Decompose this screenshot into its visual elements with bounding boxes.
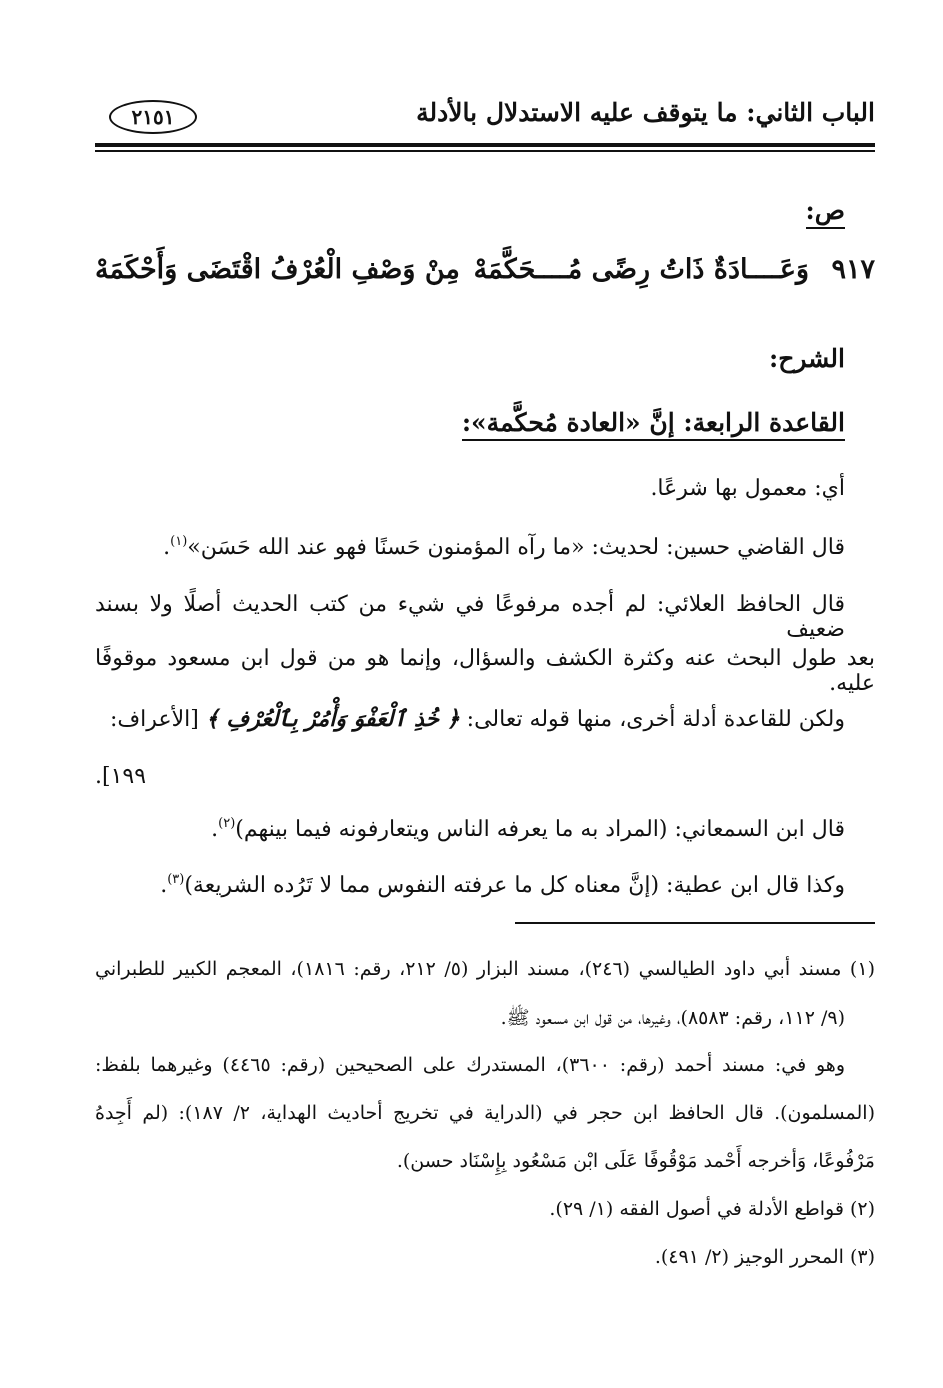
footnote-ref-2: (٢) xyxy=(218,816,236,831)
body-line-1: أي: معمول بها شرعًا. xyxy=(650,476,845,501)
rule-heading: القاعدة الرابعة: إنَّ «العادة مُحكَّمة»: xyxy=(462,408,845,437)
footnote-ref-3: (٣) xyxy=(167,872,185,887)
page-header xyxy=(95,92,875,140)
footnote-1-line-4: (المسلمون). قال الحافظ ابن حجر في (الدراية في تخريج أحاديث الهداية، ٢/ ١٨٧): (لم أَجِدهُ xyxy=(95,1102,875,1124)
body-line-2: قال القاضي حسين: لحديث: «ما رآه المؤمنون حَسنًا فهو عند الله حَسَن»$^{(١)}$. xyxy=(163,534,845,560)
quran-quote: ﴿ خُذِ ٱلْعَفْوَ وَأْمُرْ بِٱلْعُرْفِ ﴾ xyxy=(205,706,460,732)
header-rule-thin xyxy=(95,150,875,152)
running-title: الباب الثاني: ما يتوقف عليه الاستدلال بالأدلة xyxy=(416,98,875,127)
footnote-separator xyxy=(515,922,875,924)
verse-number: ٩١٧ xyxy=(831,254,875,285)
footnote-ref-1: (١) xyxy=(170,534,188,549)
surah-citation: [الأعراف: xyxy=(109,707,199,732)
footnote-1-line-2: (٩/ ١١٢، رقم: ٨٥٨٣)، وغيرها، من قول ابن مسعود ﷺ. xyxy=(500,1007,845,1029)
text-marker: ص: xyxy=(806,196,845,225)
verse-first-hemistich: وَعَــــادَةٌ ذَاتُ رِضًى مُــــحَكَّمَهْ xyxy=(473,254,809,285)
footnote-3: (٣) المحرر الوجيز (٢/ ٤٩١). xyxy=(654,1246,875,1268)
body-line-6: ١٩٩]. xyxy=(95,764,147,789)
page-number: ٢١٥١ xyxy=(109,100,197,134)
footnote-1-line-5: مَرْفُوعًا، وَأخرجه أَحْمد مَوْقُوفًا عَلَى ابْن مَسْعُود بِإِسْنَاد حسن). xyxy=(396,1150,875,1172)
footnote-2: (٢) قواطع الأدلة في أصول الفقه (١/ ٢٩). xyxy=(549,1198,875,1220)
body-line-5: ولكن للقاعدة أدلة أخرى، منها قوله تعالى: ﴿ خُذِ ٱلْعَفْوَ وَأْمُرْ بِٱلْعُرْفِ ﴾ [الأعراف: xyxy=(109,706,845,732)
verse-line xyxy=(95,254,875,294)
body-line-7: قال ابن السمعاني: (المراد به ما يعرفه الناس ويتعارفونه فيما بينهم)$^{(٢)}$. xyxy=(211,816,845,842)
verse-second-hemistich: مِنْ وَصْفِ الْعُرْفُ اقْتَضَى وَأَحْكَمَهْ xyxy=(95,254,460,285)
body-line-4: بعد طول البحث عنه وكثرة الكشف والسؤال، وإنما هو من قول ابن مسعود موقوفًا عليه. xyxy=(95,646,875,696)
commentary-marker: الشرح: xyxy=(768,344,845,373)
footnote-1-line-1: (١) مسند أبي داود الطيالسي (٢٤٦)، مسند البزار (٥/ ٢١٢، رقم: ١٨١٦)، المعجم الكبير للطبراني xyxy=(95,958,875,980)
header-rule-thick xyxy=(95,143,875,147)
body-line-8: وكذا قال ابن عطية: (إنَّ معناه كل ما عرفته النفوس مما لا تَرُده الشريعة)$^{(٣)}$. xyxy=(160,872,845,898)
body-line-3: قال الحافظ العلائي: لم أجده مرفوعًا في شيء من كتب الحديث أصلًا ولا بسند ضعيف xyxy=(95,592,845,642)
footnote-1-line-3: وهو في: مسند أحمد (رقم: ٣٦٠٠)، المستدرك على الصحيحين (رقم: ٤٤٦٥) وغيرهما بلفظ: xyxy=(95,1054,845,1076)
